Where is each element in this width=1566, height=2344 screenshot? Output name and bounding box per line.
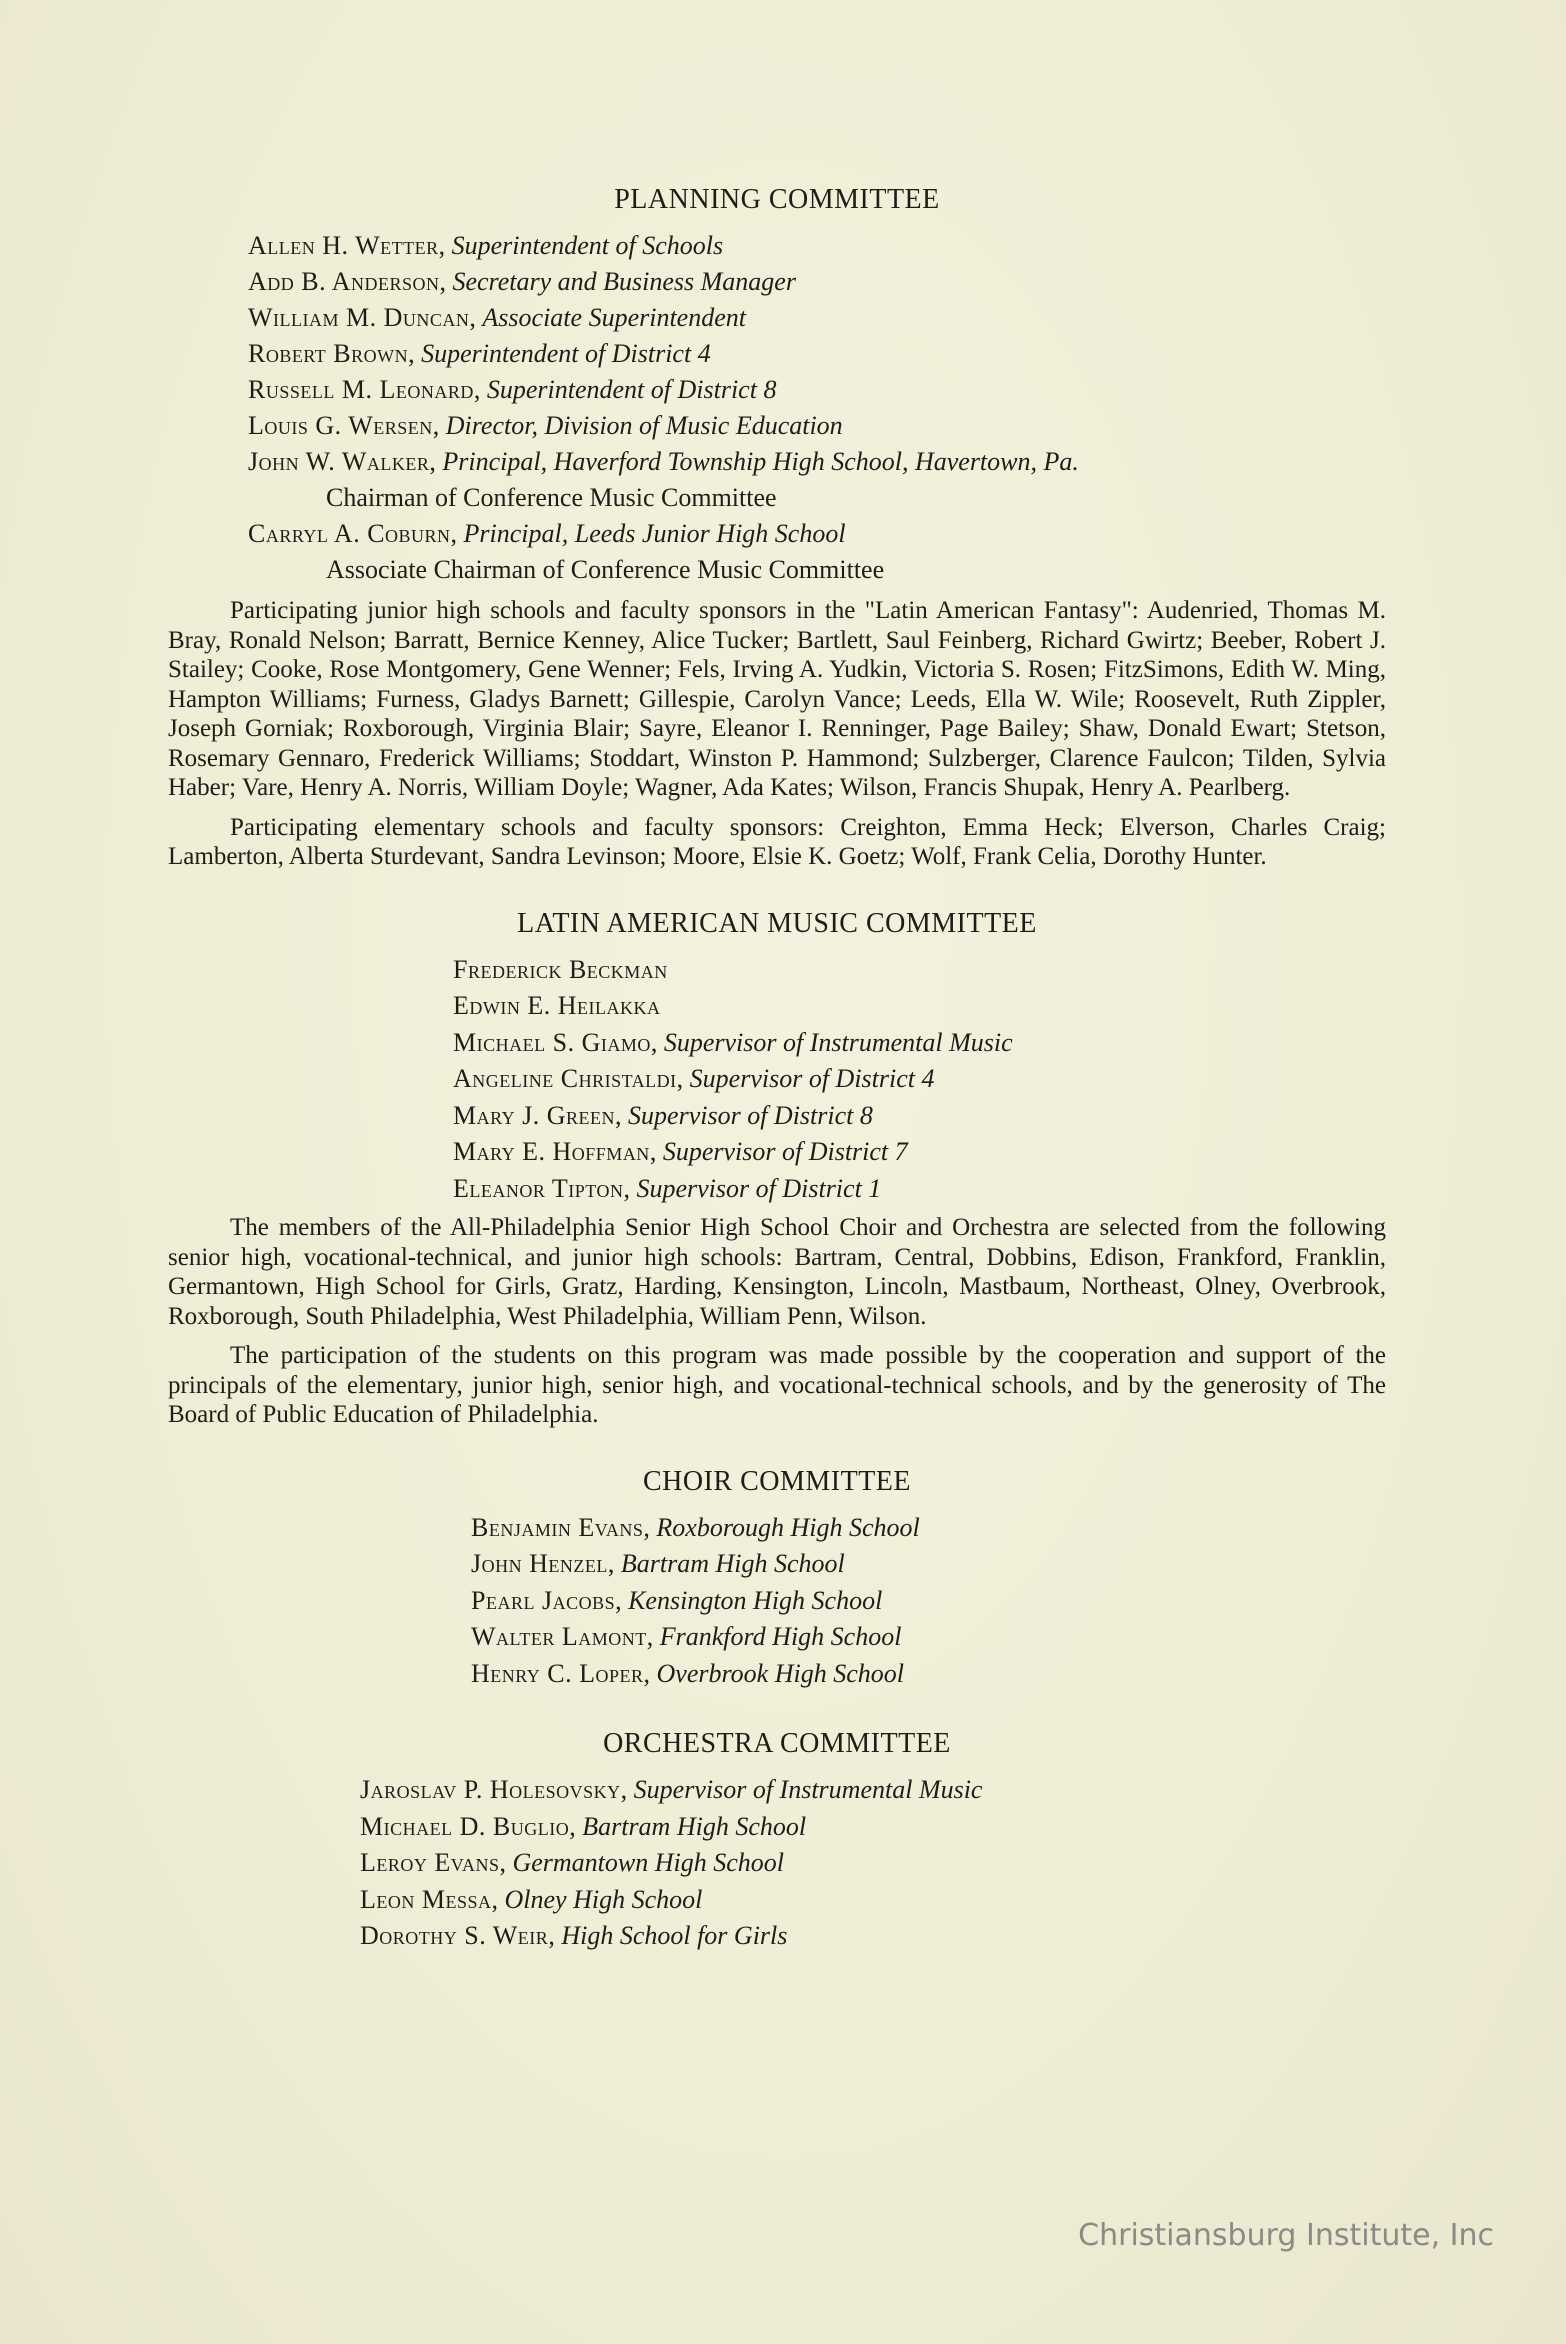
member-title: Principal, Haverford Township High School, Havertown, Pa. <box>442 447 1079 476</box>
planning-committee-list <box>248 228 1386 588</box>
member-name: Carryl A. Coburn <box>248 519 451 548</box>
member-name: John W. Walker <box>248 447 430 476</box>
junior-high-sponsors-paragraph: Participating junior high schools and faculty sponsors in the "Latin American Fantasy": Audenried, Thomas M. Bray, Ronald Nelson; Barratt, Bernice Kenney, Alice Tucker; Bartlett, Saul Feinberg, Richard Gwirtz; Beeber, Robert J. Stailey; Cooke, Rose Montgomery, Gene Wenner; Fels, Irving A. Yudkin, Victoria S. Rosen; FitzSimons, Edith W. Ming, Hampton Williams; Furness, Gladys Barnett; Gillespie, Carolyn Vance; Leeds, Ella W. Wile; Roosevelt, Ruth Zippler, Joseph Gorniak; Roxborough, Virginia Blair; Sayre, Eleanor I. Renninger, Page Bailey; Shaw, Donald Ewart; Stetson, Rosemary Gennaro, Frederick Williams; Stoddart, Winston P. Hammond; Sulzberger, Clarence Faulcon; Tilden, Sylvia Haber; Vare, Henry A. Norris, William Doyle; Wagner, Ada Kates; Wilson, Francis Shupak, Henry A. Pearlberg. <box>168 597 1386 801</box>
member-title: Olney High School <box>504 1884 703 1914</box>
member-name: Louis G. Wersen <box>248 411 433 440</box>
member-name: Leroy Evans <box>360 1848 500 1877</box>
member-title: Bartram High School <box>582 1811 807 1841</box>
orchestra-member: Jaroslav P. Holesovsky, Supervisor of Instrumental Music <box>360 1775 983 1804</box>
planning-member: Carryl A. Coburn, Principal, Leeds Junior High School <box>248 519 846 548</box>
member-title: Supervisor of District 7 <box>662 1137 908 1166</box>
orchestra-committee-heading: ORCHESTRA COMMITTEE <box>603 1728 951 1759</box>
orchestra-member: Dorothy S. Weir, High School for Girls <box>360 1921 788 1950</box>
member-title: Roxborough High School <box>656 1512 920 1542</box>
latin-member: Eleanor Tipton, Supervisor of District 1 <box>453 1173 882 1203</box>
member-name: Mary E. Hoffman <box>453 1137 650 1166</box>
member-name: Michael S. Giamo <box>453 1027 651 1057</box>
member-title: Bartram High School <box>620 1549 845 1578</box>
member-name: Michael D. Buglio <box>360 1811 570 1841</box>
member-name: Dorothy S. Weir <box>360 1921 549 1950</box>
member-name: Robert Brown <box>248 339 409 368</box>
planning-committee-heading: PLANNING COMMITTEE <box>614 184 940 215</box>
member-title: High School for Girls <box>561 1921 788 1950</box>
member-title: Director, Division of Music Education <box>445 411 843 440</box>
member-name: Jaroslav P. Holesovsky <box>360 1775 621 1804</box>
choir-section <box>168 1464 1386 1693</box>
member-role-note: Associate Chairman of Conference Music Committee <box>326 555 885 584</box>
orchestra-member: Leroy Evans, Germantown High School <box>360 1848 784 1877</box>
member-name: Mary J. Green <box>453 1100 616 1130</box>
elementary-sponsors-paragraph: Participating elementary schools and faculty sponsors: Creighton, Emma Heck; Elverson, Charles Craig; Lamberton, Alberta Sturdevant, Sandra Levinson; Moore, Elsie K. Goetz; Wolf, Frank Celia, Dorothy Hunter. <box>168 813 1386 870</box>
member-title: Associate Superintendent <box>482 303 746 332</box>
member-name: Allen H. Wetter <box>248 231 439 260</box>
latin-member: Michael S. Giamo, Supervisor of Instrumental Music <box>453 1027 1013 1057</box>
latin-member: Angeline Christaldi, Supervisor of District 4 <box>453 1064 935 1093</box>
acknowledgement-paragraph: The participation of the students on this program was made possible by the cooperation and support of the principals of the elementary, junior high, senior high, and vocational-technical schools, and by the generosity of The Board of Public Education of Philadelphia. <box>168 1342 1386 1428</box>
latin-american-committee-list <box>453 952 1386 1208</box>
choir-member: John Henzel, Bartram High School <box>471 1549 845 1578</box>
planning-member: Russell M. Leonard, Superintendent of District 8 <box>248 375 777 404</box>
choir-member: Henry C. Loper, Overbrook High School <box>471 1658 904 1688</box>
member-name: Leon Messa <box>360 1884 492 1914</box>
member-title: Supervisor of Instrumental Music <box>663 1027 1013 1057</box>
member-name: Henry C. Loper <box>471 1658 644 1688</box>
member-title: Kensington High School <box>628 1585 883 1615</box>
choir-committee-heading: CHOIR COMMITTEE <box>642 1465 912 1497</box>
member-title: Frankford High School <box>659 1622 902 1651</box>
planning-member: John W. Walker, Principal, Haverford Township High School, Havertown, Pa. <box>248 447 1079 476</box>
member-name: Pearl Jacobs <box>471 1585 616 1615</box>
member-title: Supervisor of Instrumental Music <box>633 1775 983 1804</box>
planning-member: Louis G. Wersen, Director, Division of Music Education <box>248 411 843 440</box>
member-name: William M. Duncan <box>248 303 470 332</box>
latin-member: Mary J. Green, Supervisor of District 8 <box>453 1100 873 1130</box>
orchestra-section <box>168 1726 1386 1955</box>
latin-american-section <box>168 906 1386 1430</box>
planning-member: William M. Duncan, Associate Superintendent <box>248 303 746 332</box>
choir-orchestra-schools-paragraph: The members of the All-Philadelphia Senior High School Choir and Orchestra are selected from the following senior high, vocational-technical, and junior high schools: Bartram, Central, Dobbins, Edison, Frankford, Franklin, Germantown, High School for Girls, Gratz, Harding, Kensington, Lincoln, Mastbaum, Northeast, Olney, Overbrook, Roxborough, South Philadelphia, West Philadelphia, William Penn, Wilson. <box>168 1214 1386 1330</box>
planning-member: Robert Brown, Superintendent of District 4 <box>248 339 711 368</box>
member-name: Frederick Beckman <box>453 954 668 984</box>
latin-member: Mary E. Hoffman, Supervisor of District 7 <box>453 1137 908 1166</box>
member-title: Supervisor of District 8 <box>628 1100 873 1130</box>
member-name: Benjamin Evans <box>471 1512 644 1542</box>
watermark-text: Christiansburg Institute, Inc <box>1078 2218 1494 2253</box>
member-name: Walter Lamont <box>471 1622 647 1651</box>
latin-member <box>453 988 1386 1025</box>
orchestra-committee-list <box>360 1772 1386 1955</box>
member-name: Russell M. Leonard <box>248 375 474 404</box>
planning-member: Add B. Anderson, Secretary and Business Manager <box>248 267 796 296</box>
member-name: Eleanor Tipton <box>453 1173 624 1203</box>
planning-member: Allen H. Wetter, Superintendent of Schools <box>248 231 724 260</box>
member-role-note: Chairman of Conference Music Committee <box>326 483 777 512</box>
orchestra-member: Michael D. Buglio, Bartram High School <box>360 1811 807 1841</box>
member-title: Supervisor of District 1 <box>636 1173 882 1203</box>
member-title: Secretary and Business Manager <box>452 267 796 296</box>
member-name: Angeline Christaldi <box>453 1064 677 1093</box>
member-title: Superintendent of District 8 <box>486 375 777 404</box>
member-title: Superintendent of District 4 <box>421 339 711 368</box>
member-title: Principal, Leeds Junior High School <box>463 519 846 548</box>
orchestra-member: Leon Messa, Olney High School <box>360 1884 703 1914</box>
latin-member <box>453 952 1386 989</box>
member-title: Germantown High School <box>512 1848 784 1877</box>
member-name: John Henzel <box>471 1549 608 1578</box>
latin-american-committee-heading: LATIN AMERICAN MUSIC COMMITTEE <box>517 907 1037 939</box>
member-title: Superintendent of Schools <box>451 231 724 260</box>
document-content <box>168 182 1386 1955</box>
choir-committee-list <box>471 1510 1386 1693</box>
choir-member: Benjamin Evans, Roxborough High School <box>471 1512 920 1542</box>
choir-member: Pearl Jacobs, Kensington High School <box>471 1585 883 1615</box>
member-title: Overbrook High School <box>656 1658 904 1688</box>
member-name: Edwin E. Heilakka <box>453 991 661 1020</box>
member-name: Add B. Anderson <box>248 267 440 296</box>
choir-member: Walter Lamont, Frankford High School <box>471 1622 902 1651</box>
member-title: Supervisor of District 4 <box>689 1064 935 1093</box>
